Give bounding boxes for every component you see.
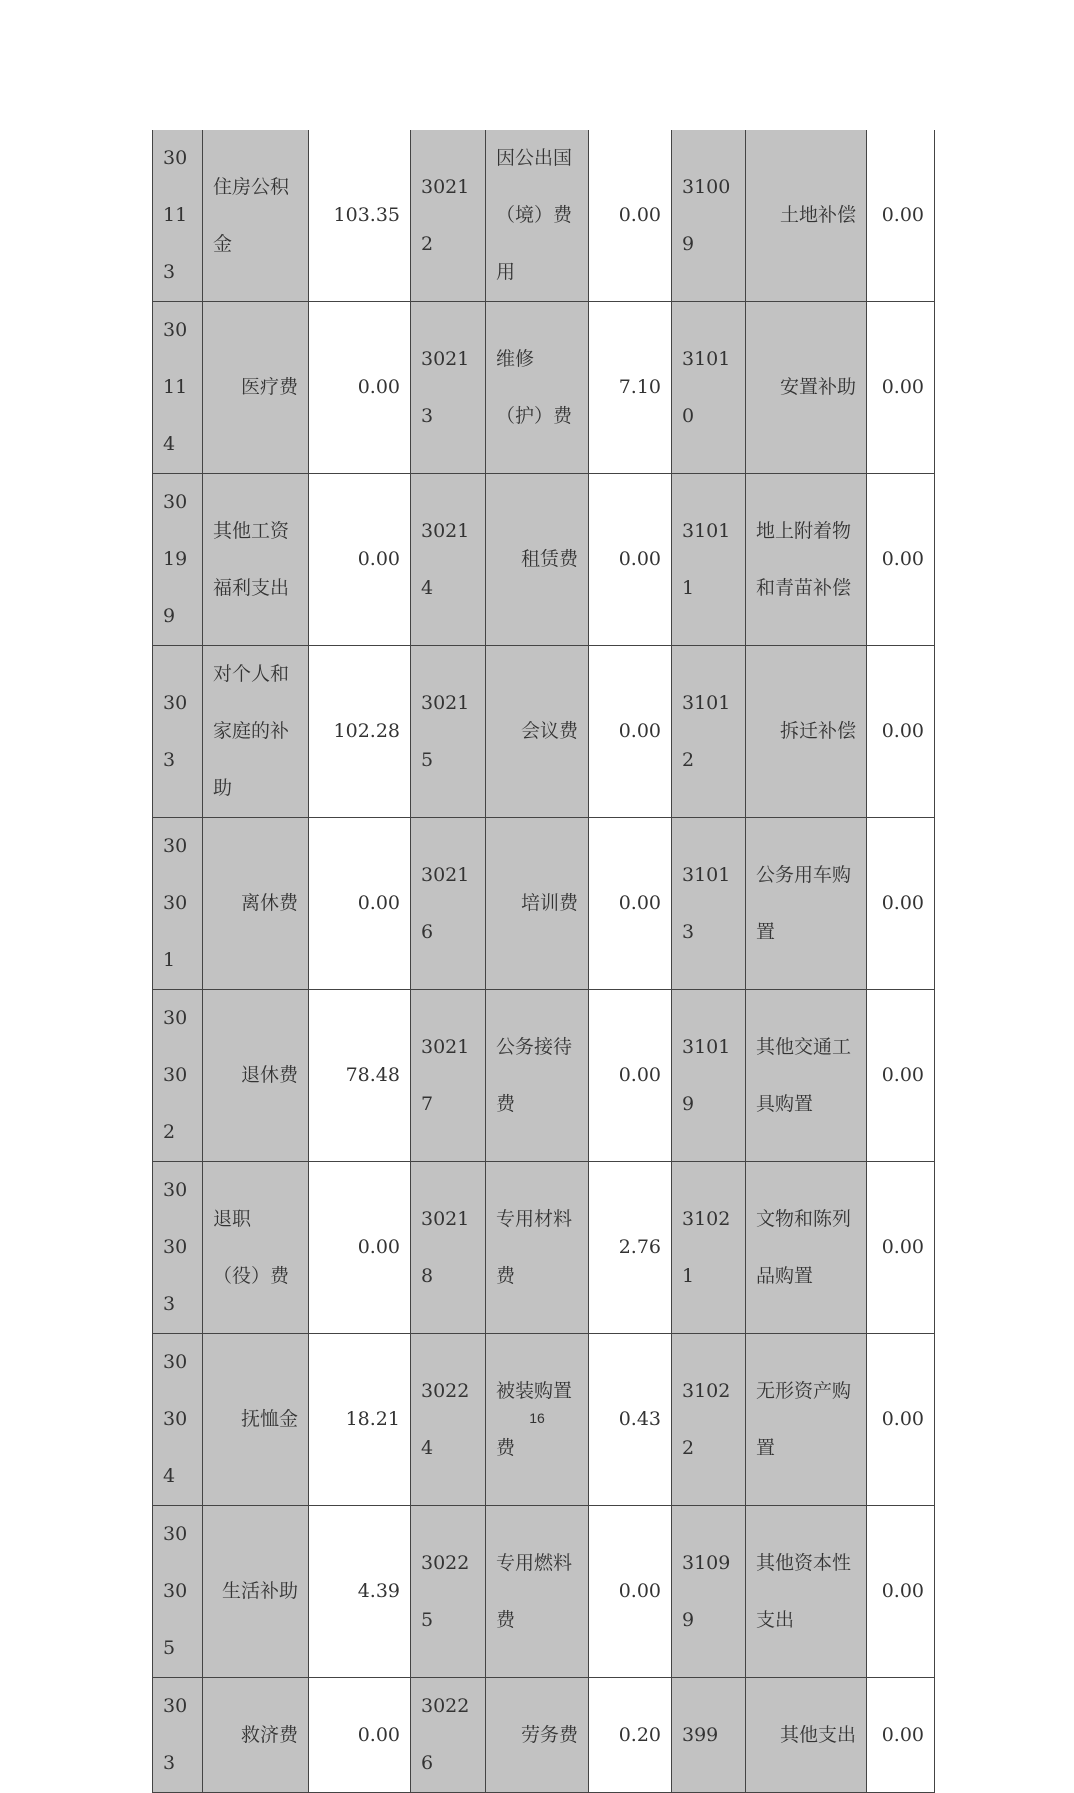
cell-account-code: 30224 [411, 1334, 486, 1506]
cell-amount: 0.00 [309, 302, 411, 474]
account-name-text: 退休费 [240, 1064, 298, 1086]
table-row [153, 818, 935, 990]
cell-account-name [746, 990, 867, 1162]
account-name-text: 离休费 [240, 892, 298, 914]
cell-account-code: 303 [153, 1678, 203, 1793]
cell-account-code: 31012 [672, 646, 746, 818]
cell-account-name [203, 130, 309, 302]
cell-account-code: 30301 [153, 818, 203, 990]
cell-account-code: 30304 [153, 1334, 203, 1506]
cell-amount: 103.35 [309, 130, 411, 302]
cell-account-code: 31099 [672, 1506, 746, 1678]
cell-account-name [486, 1162, 589, 1334]
cell-amount: 0.00 [867, 818, 935, 990]
cell-amount: 0.00 [589, 646, 672, 818]
cell-account-name [486, 646, 589, 818]
account-name-text: 拆迁补偿 [779, 720, 856, 742]
table-row [153, 474, 935, 646]
account-name-text: 因公出国（境）费用 [496, 147, 573, 283]
cell-amount: 0.00 [589, 818, 672, 990]
expenditure-table [152, 130, 935, 1793]
cell-account-code: 30217 [411, 990, 486, 1162]
cell-account-name [203, 818, 309, 990]
cell-amount: 7.10 [589, 302, 672, 474]
cell-amount: 0.00 [309, 1162, 411, 1334]
cell-account-code: 30215 [411, 646, 486, 818]
cell-account-code: 30303 [153, 1162, 203, 1334]
cell-amount: 0.00 [589, 1506, 672, 1678]
cell-amount: 102.28 [309, 646, 411, 818]
cell-account-name [746, 646, 867, 818]
account-name-text: 被装购置费 [496, 1379, 573, 1459]
cell-account-code: 30212 [411, 130, 486, 302]
account-name-text: 住房公积金 [213, 175, 290, 255]
cell-account-code: 303 [153, 646, 203, 818]
cell-amount: 0.43 [589, 1334, 672, 1506]
account-name-text: 公务接待费 [496, 1035, 573, 1115]
account-name-text: 劳务费 [520, 1723, 578, 1746]
cell-account-code: 30214 [411, 474, 486, 646]
cell-account-code: 30114 [153, 302, 203, 474]
cell-account-name [746, 302, 867, 474]
cell-amount: 0.00 [867, 474, 935, 646]
cell-account-name [746, 1506, 867, 1678]
cell-account-code: 30213 [411, 302, 486, 474]
cell-account-name [203, 1678, 309, 1793]
cell-account-code: 31010 [672, 302, 746, 474]
cell-account-name [486, 1678, 589, 1793]
cell-amount: 2.76 [589, 1162, 672, 1334]
cell-account-code: 30216 [411, 818, 486, 990]
cell-amount: 4.39 [309, 1506, 411, 1678]
cell-account-name [746, 1678, 867, 1793]
account-name-text: 抚恤金 [240, 1408, 298, 1430]
cell-amount: 0.00 [309, 474, 411, 646]
account-name-text: 救济费 [240, 1723, 298, 1746]
account-name-text: 其他资本性支出 [756, 1551, 852, 1631]
cell-account-code: 399 [672, 1678, 746, 1793]
cell-account-code: 30218 [411, 1162, 486, 1334]
cell-amount: 0.20 [589, 1678, 672, 1793]
cell-account-code: 30113 [153, 130, 203, 302]
cell-account-name [486, 302, 589, 474]
account-name-text: 维修（护）费 [496, 347, 573, 427]
cell-amount: 0.00 [867, 646, 935, 818]
cell-account-code: 31019 [672, 990, 746, 1162]
cell-amount: 0.00 [867, 130, 935, 302]
cell-account-name [486, 474, 589, 646]
account-name-text: 租赁费 [520, 548, 578, 570]
cell-account-code: 30225 [411, 1506, 486, 1678]
cell-account-name [203, 990, 309, 1162]
cell-account-code: 30305 [153, 1506, 203, 1678]
account-name-text: 培训费 [520, 892, 578, 914]
cell-account-code: 31009 [672, 130, 746, 302]
cell-account-name [486, 130, 589, 302]
cell-account-code: 31011 [672, 474, 746, 646]
cell-account-name [203, 474, 309, 646]
table-row [153, 302, 935, 474]
account-name-text: 土地补偿 [779, 204, 856, 226]
cell-amount: 0.00 [867, 1678, 935, 1793]
cell-account-name [203, 1506, 309, 1678]
cell-account-code: 30199 [153, 474, 203, 646]
cell-account-name [746, 818, 867, 990]
cell-amount: 0.00 [309, 1678, 411, 1793]
account-name-text: 专用燃料费 [496, 1551, 573, 1631]
cell-amount: 0.00 [589, 130, 672, 302]
cell-amount: 0.00 [867, 990, 935, 1162]
account-name-text: 公务用车购置 [756, 863, 852, 943]
cell-amount: 0.00 [589, 474, 672, 646]
cell-account-name [746, 474, 867, 646]
table-row [153, 646, 935, 818]
cell-amount: 0.00 [867, 1334, 935, 1506]
cell-amount: 0.00 [309, 818, 411, 990]
account-name-text: 退职（役）费 [213, 1207, 290, 1287]
cell-account-code: 31022 [672, 1334, 746, 1506]
cell-account-name [203, 302, 309, 474]
account-name-text: 其他交通工具购置 [756, 1035, 852, 1115]
cell-account-name [746, 1162, 867, 1334]
cell-amount: 0.00 [867, 1506, 935, 1678]
cell-account-name [746, 130, 867, 302]
cell-account-name [203, 646, 309, 818]
account-name-text: 专用材料费 [496, 1207, 573, 1287]
account-name-text: 生活补助 [221, 1580, 298, 1602]
cell-amount: 0.00 [589, 990, 672, 1162]
account-name-text: 医疗费 [240, 376, 298, 398]
table-row [153, 990, 935, 1162]
cell-account-code: 30302 [153, 990, 203, 1162]
cell-amount: 18.21 [309, 1334, 411, 1506]
table-row [153, 1506, 935, 1678]
table-row [153, 1162, 935, 1334]
cell-account-code: 30226 [411, 1678, 486, 1793]
cell-account-code: 31013 [672, 818, 746, 990]
account-name-text: 对个人和家庭的补助 [213, 663, 290, 799]
table-body [153, 130, 935, 1793]
account-name-text: 地上附着物和青苗补偿 [756, 519, 852, 599]
account-name-text: 文物和陈列品购置 [756, 1207, 852, 1287]
account-name-text: 会议费 [520, 720, 578, 742]
cell-account-name [486, 818, 589, 990]
table-row [153, 130, 935, 302]
cell-account-name [486, 990, 589, 1162]
account-name-text: 安置补助 [779, 376, 856, 398]
cell-account-code: 31021 [672, 1162, 746, 1334]
cell-amount: 0.00 [867, 1162, 935, 1334]
cell-account-name [203, 1162, 309, 1334]
account-name-text: 其他工资福利支出 [213, 519, 290, 599]
account-name-text: 其他支出 [779, 1723, 856, 1746]
table-row [153, 1678, 935, 1793]
cell-amount: 78.48 [309, 990, 411, 1162]
page-number: 16 [529, 1410, 545, 1426]
account-name-text: 无形资产购置 [756, 1379, 852, 1459]
cell-account-name [486, 1506, 589, 1678]
cell-amount: 0.00 [867, 302, 935, 474]
